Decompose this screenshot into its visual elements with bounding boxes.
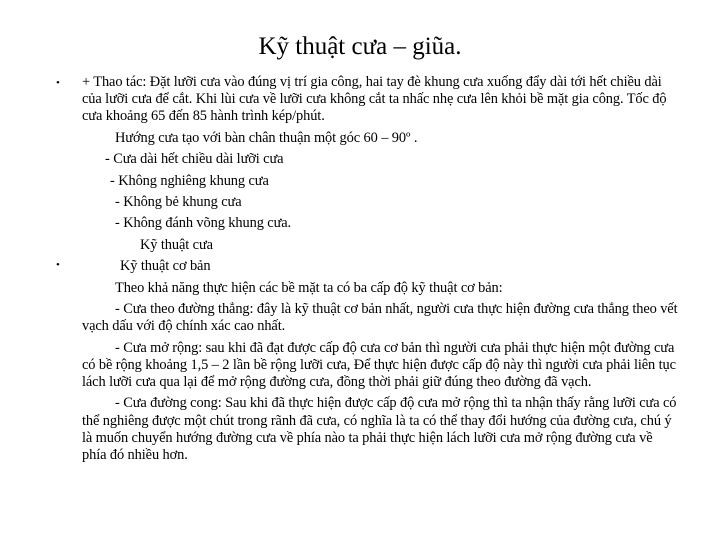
slide-title: Kỹ thuật cưa – giũa. xyxy=(258,33,462,60)
bullet-marker: • xyxy=(56,259,60,271)
list-item: - Không nghiêng khung cưa xyxy=(110,172,269,189)
paragraph-curved-cut: - Cưa đường cong: Sau khi đã thực hiện được cấp độ cưa mở rộng thì ta nhận thấy rằng lưỡi cưa có thể nghiêng được một chút trong rãnh đã cưa, có nghĩa là ta có thể thay đổi hướng của đường cưa, chú ý là muốn chuyển hướng đường cưa về phía nào ta phải thực hiện lách lưỡi cưa mở rộng đường cưa về phía đó nhiều hơn. xyxy=(82,395,677,463)
paragraph-widened-cut: - Cưa mở rộng: sau khi đã đạt được cấp độ cưa cơ bản thì người cưa phải thực hiện một đường cưa có bề rộng khoảng 1,5 – 2 lần bề rộng lưỡi cưa, Để thực hiện được cấp độ này thì người cưa phải liên tục lách lưỡi cưa qua lại để mở rộng đường cưa, đồng thời phải giữ đúng theo đường đã vạch. xyxy=(82,339,676,390)
list-item: - Không bẻ khung cưa xyxy=(115,193,242,210)
paragraph-direction: Hướng cưa tạo với bàn chân thuận một góc 60 – 90º . xyxy=(115,129,418,146)
heading-basic-technique: Kỹ thuật cơ bản xyxy=(120,258,211,275)
heading-saw-technique: Kỹ thuật cưa xyxy=(140,236,213,253)
slide-body xyxy=(82,74,680,464)
list-item: - Không đánh võng khung cưa. xyxy=(115,215,292,232)
list-item: - Cưa dài hết chiều dài lưỡi cưa xyxy=(105,151,284,168)
paragraph-straight-cut: - Cưa theo đường thẳng: đây là kỹ thuật cơ bản nhất, người cưa thực hiện đường cưa thẳng theo vết vạch dấu với độ chính xác cao nhất. xyxy=(82,300,678,335)
bullet-marker: • xyxy=(56,77,60,89)
paragraph-operation: + Thao tác: Đặt lưỡi cưa vào đúng vị trí gia công, hai tay đè khung cưa xuống đẩy dài tới hết chiều dài của lưỡi cưa để cắt. Khi lùi cưa về lưỡi cưa không cắt ta nhấc nhẹ cưa lên khỏi bề mặt gia công. Tốc độ cưa khoảng 65 đến 85 hành trình kép/phút. xyxy=(82,74,667,125)
paragraph-levels: Theo khả năng thực hiện các bề mặt ta có ba cấp độ kỹ thuật cơ bản: xyxy=(115,279,503,296)
